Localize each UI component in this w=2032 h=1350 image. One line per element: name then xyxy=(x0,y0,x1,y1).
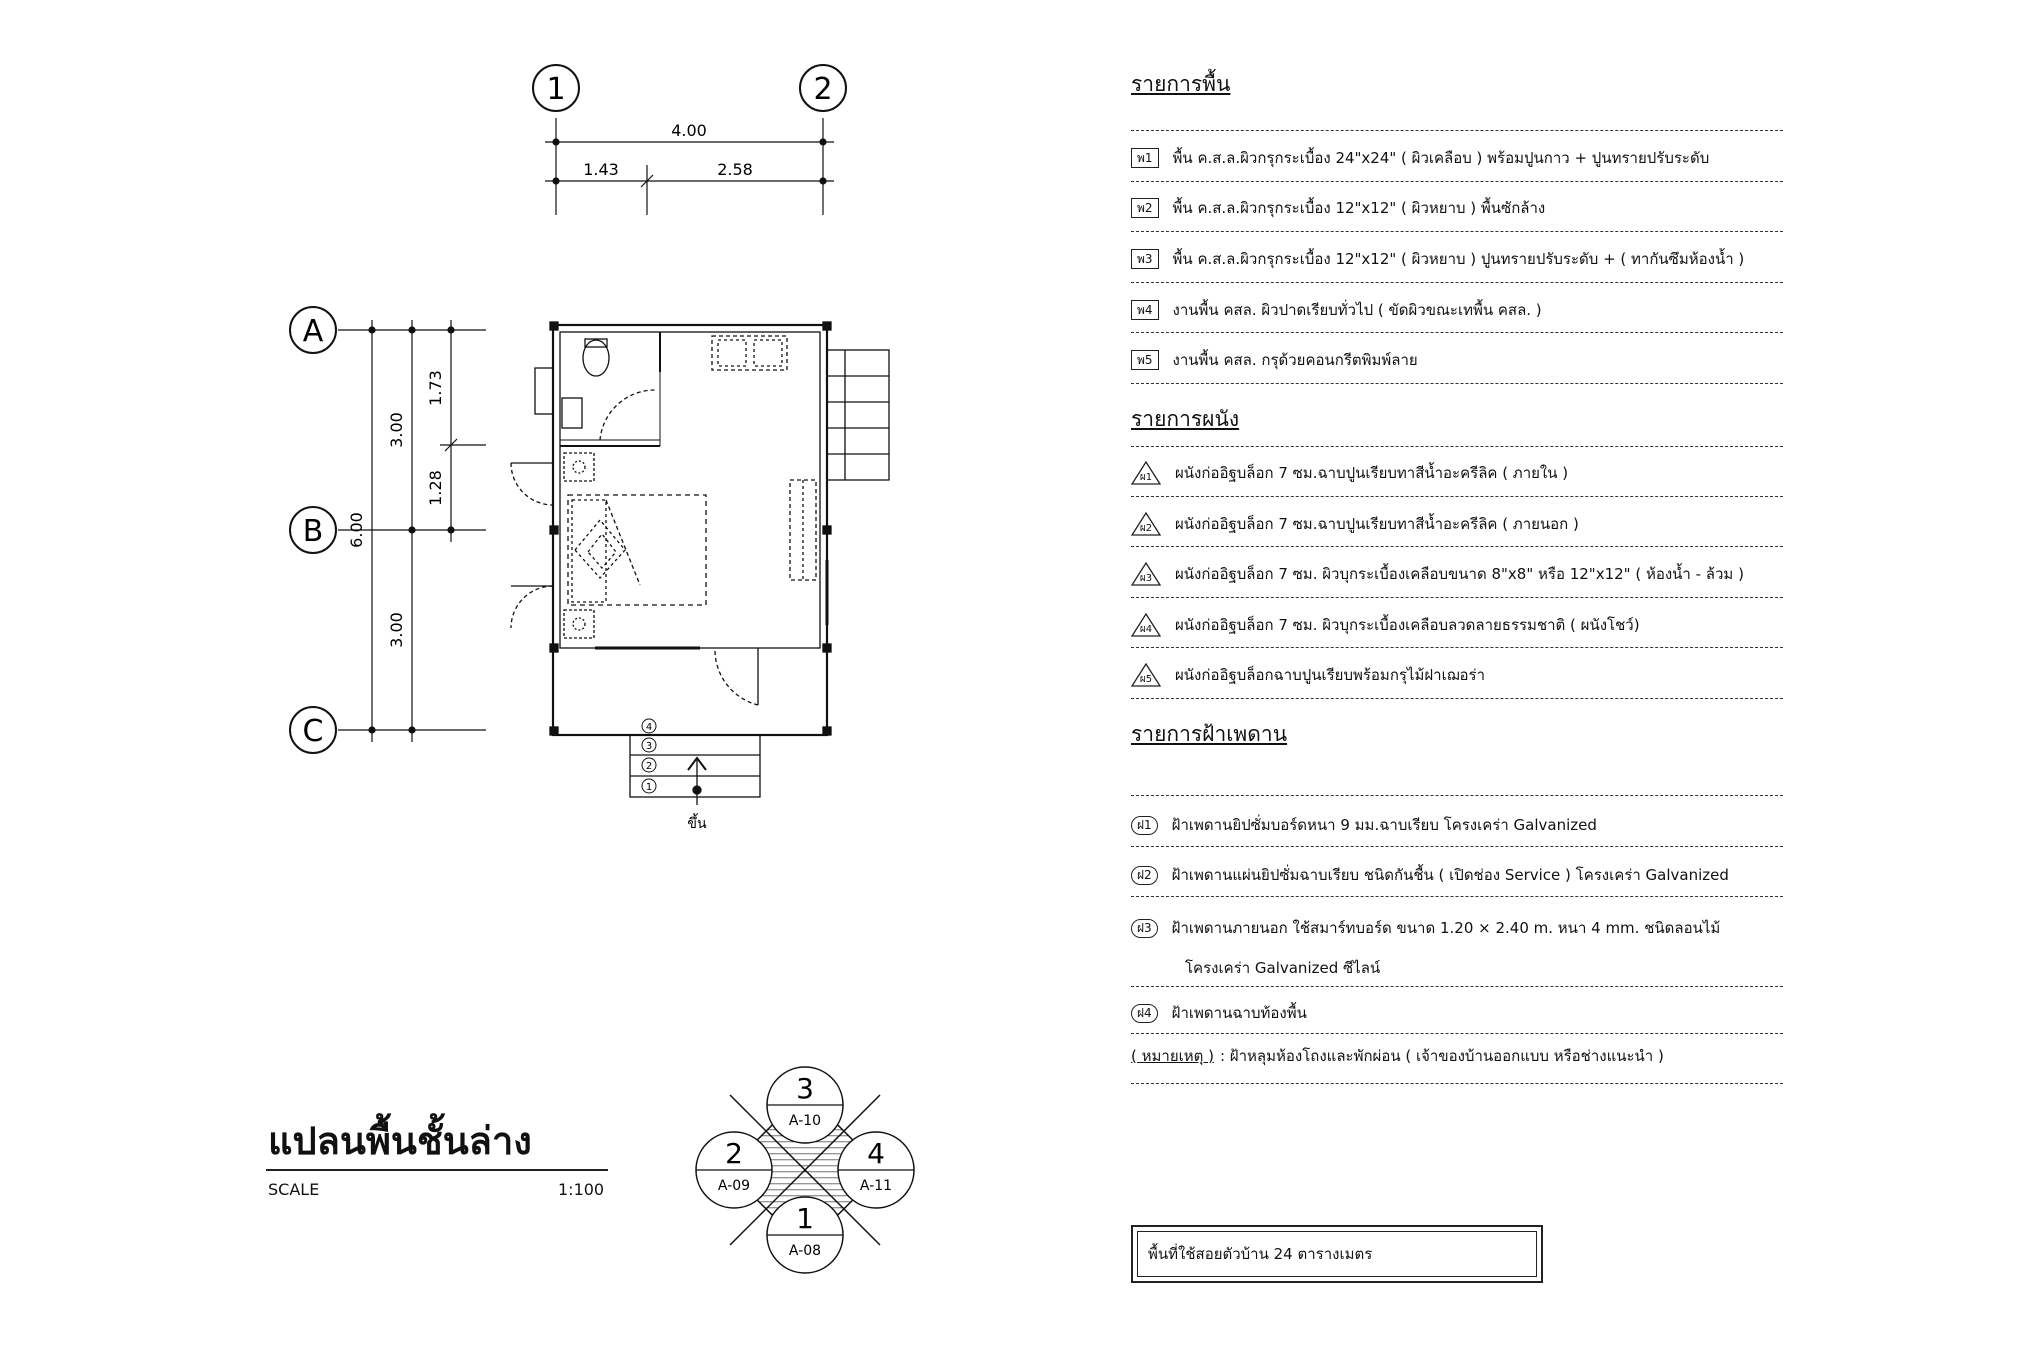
dim-upper-a: 1.73 xyxy=(426,370,445,406)
scale-label: SCALE xyxy=(268,1180,320,1199)
floor-tag: พ3 xyxy=(1131,249,1159,269)
title-underline xyxy=(266,1169,608,1171)
floor-schedule-heading: รายการพื้น xyxy=(1131,72,1231,96)
ceiling-schedule-item: ฝ4 ฝ้าเพดานฉาบท้องพื้น xyxy=(1131,1000,1307,1026)
dim-upper-depth: 3.00 xyxy=(387,412,406,448)
svg-text:A-09: A-09 xyxy=(717,1178,751,1194)
schedule-divider xyxy=(1131,597,1783,598)
house-plan xyxy=(511,322,889,805)
wall-schedule-item: ผ1 ผนังก่ออิฐบล็อก 7 ซม.ฉาบปูนเรียบทาสีน้ำอะครีลิค ( ภายใน ) xyxy=(1131,460,1568,486)
schedule-divider xyxy=(1131,383,1783,384)
schedule-divider xyxy=(1131,795,1783,796)
svg-text:1: 1 xyxy=(645,782,653,793)
dim-left-width: 1.43 xyxy=(583,160,619,179)
svg-text:2: 2 xyxy=(645,761,653,772)
svg-text:A-10: A-10 xyxy=(788,1113,822,1129)
svg-text:C: C xyxy=(302,714,324,749)
grid-bubble-row-c xyxy=(290,707,336,753)
svg-text:4: 4 xyxy=(645,722,653,733)
schedule-divider xyxy=(1131,446,1783,447)
floor-tag: พ2 xyxy=(1131,198,1159,218)
usable-area-box xyxy=(1131,1225,1543,1283)
svg-text:4: 4 xyxy=(867,1137,885,1170)
wall-tag: ผ3 xyxy=(1131,562,1161,586)
svg-text:3: 3 xyxy=(645,741,653,752)
grid-bubble-column-1 xyxy=(533,65,579,111)
sheet-title: แปลนพื้นชั้นล่าง xyxy=(268,1119,532,1163)
schedule-divider xyxy=(1131,698,1783,699)
schedule-divider xyxy=(1131,1083,1783,1084)
floor-schedule-item: พ4 งานพื้น คสล. ผิวปาดเรียบทั่วไป ( ขัดผิวขณะเทพื้น คสล. ) xyxy=(1131,297,1542,323)
schedule-divider xyxy=(1131,282,1783,283)
ceiling-schedule-heading: รายการฝ้าเพดาน xyxy=(1131,722,1288,746)
schedule-divider xyxy=(1131,231,1783,232)
schedule-divider xyxy=(1131,846,1783,847)
svg-text:2: 2 xyxy=(725,1137,743,1170)
wall-schedule-heading: รายการผนัง xyxy=(1131,407,1240,431)
section-marker-2 xyxy=(696,1132,772,1208)
grid-bubble-row-b xyxy=(290,507,336,553)
schedule-divider xyxy=(1131,496,1783,497)
section-marker-3 xyxy=(767,1067,843,1143)
section-marker-4 xyxy=(838,1132,914,1208)
dim-overall-width: 4.00 xyxy=(671,121,707,140)
svg-text:1: 1 xyxy=(546,72,566,107)
ceiling-tag: ฝ2 xyxy=(1131,866,1158,885)
wall-tag: ผ5 xyxy=(1131,663,1161,687)
svg-text:A-11: A-11 xyxy=(859,1178,893,1194)
step-numbers xyxy=(642,719,656,793)
scale-value: 1:100 xyxy=(558,1180,605,1199)
ceiling-tag: ฝ3 xyxy=(1131,919,1158,938)
grid-bubble-column-2 xyxy=(800,65,846,111)
dim-lower-depth: 3.00 xyxy=(387,612,406,648)
floor-tag: พ4 xyxy=(1131,300,1159,320)
schedule-divider xyxy=(1131,647,1783,648)
schedule-divider xyxy=(1131,1033,1783,1034)
svg-text:A-08: A-08 xyxy=(788,1243,822,1259)
entry-label: ขึ้น xyxy=(687,816,707,832)
floor-schedule-item: พ1 พื้น ค.ส.ล.ผิวกรุกระเบื้อง 24"x24" ( ผิวเคลือบ ) พร้อมปูนกาว + ปูนทรายปรับระดับ xyxy=(1131,145,1709,171)
ceiling-tag: ฝ1 xyxy=(1131,816,1158,835)
schedule-divider xyxy=(1131,181,1783,182)
schedule-divider xyxy=(1131,896,1783,897)
floor-schedule-item: พ2 พื้น ค.ส.ล.ผิวกรุกระเบื้อง 12"x12" ( ผิวหยาบ ) พื้นซักล้าง xyxy=(1131,195,1545,221)
floor-tag: พ1 xyxy=(1131,148,1159,168)
wall-tag: ผ4 xyxy=(1131,613,1161,637)
schedule-divider xyxy=(1131,130,1783,131)
ceiling-schedule-item-continued: โครงเคร่า Galvanized ซีไลน์ xyxy=(1185,959,1381,977)
note-label: ( หมายเหตุ ) xyxy=(1131,1047,1214,1065)
wall-schedule-item: ผ4 ผนังก่ออิฐบล็อก 7 ซม. ผิวบุกระเบื้องเคลือบลวดลายธรรมชาติ ( ผนังโชว์) xyxy=(1131,612,1640,638)
ceiling-schedule-item: ฝ3 ฝ้าเพดานภายนอก ใช้สมาร์ทบอร์ด ขนาด 1.20 × 2.40 m. หนา 4 mm. ชนิดลอนไม้ xyxy=(1131,915,1720,941)
schedule-divider xyxy=(1131,986,1783,987)
usable-area-text: พื้นที่ใช้สอยตัวบ้าน 24 ตารางเมตร xyxy=(1137,1231,1537,1277)
dim-right-width: 2.58 xyxy=(717,160,753,179)
section-marker-1 xyxy=(767,1197,843,1273)
ceiling-note: ( หมายเหตุ ) : ฝ้าหลุมห้องโถงและพักผ่อน ( เจ้าของบ้านออกแบบ หรือช่างแนะนำ ) xyxy=(1131,1043,1664,1069)
svg-text:B: B xyxy=(302,514,324,549)
wall-schedule-item: ผ3 ผนังก่ออิฐบล็อก 7 ซม. ผิวบุกระเบื้องเคลือบขนาด 8"x8" หรือ 12"x12" ( ห้องน้ำ - ล้วม ) xyxy=(1131,561,1744,587)
wall-tag: ผ1 xyxy=(1131,461,1161,485)
floor-schedule-item: พ3 พื้น ค.ส.ล.ผิวกรุกระเบื้อง 12"x12" ( ผิวหยาบ ) ปูนทรายปรับระดับ + ( ทากันซึมห้องน้ำ ) xyxy=(1131,246,1744,272)
ceiling-schedule-item: ฝ2 ฝ้าเพดานแผ่นยิปซั่มฉาบเรียบ ชนิดกันชื้น ( เปิดช่อง Service ) โครงเคร่า Galvanized xyxy=(1131,862,1729,888)
floor-tag: พ5 xyxy=(1131,350,1159,370)
schedule-divider xyxy=(1131,332,1783,333)
wall-schedule-item: ผ5 ผนังก่ออิฐบล็อกฉาบปูนเรียบพร้อมกรุไม้ฝาเฌอร่า xyxy=(1131,662,1485,688)
ceiling-schedule-item: ฝ1 ฝ้าเพดานยิปซั่มบอร์ดหนา 9 มม.ฉาบเรียบ โครงเคร่า Galvanized xyxy=(1131,812,1597,838)
svg-text:2: 2 xyxy=(813,72,833,107)
wall-schedule-item: ผ2 ผนังก่ออิฐบล็อก 7 ซม.ฉาบปูนเรียบทาสีน้ำอะครีลิค ( ภายนอก ) xyxy=(1131,511,1579,537)
section-key xyxy=(696,1067,914,1273)
svg-text:1: 1 xyxy=(796,1202,814,1235)
dim-upper-b: 1.28 xyxy=(426,470,445,506)
floor-schedule-item: พ5 งานพื้น คสล. กรุด้วยคอนกรีตพิมพ์ลาย xyxy=(1131,347,1418,373)
ceiling-tag: ฝ4 xyxy=(1131,1004,1158,1023)
svg-text:A: A xyxy=(302,314,324,349)
schedule-divider xyxy=(1131,546,1783,547)
wall-tag: ผ2 xyxy=(1131,512,1161,536)
grid-bubble-row-a xyxy=(290,307,336,353)
dim-overall-depth: 6.00 xyxy=(347,512,366,548)
svg-text:3: 3 xyxy=(796,1072,814,1105)
